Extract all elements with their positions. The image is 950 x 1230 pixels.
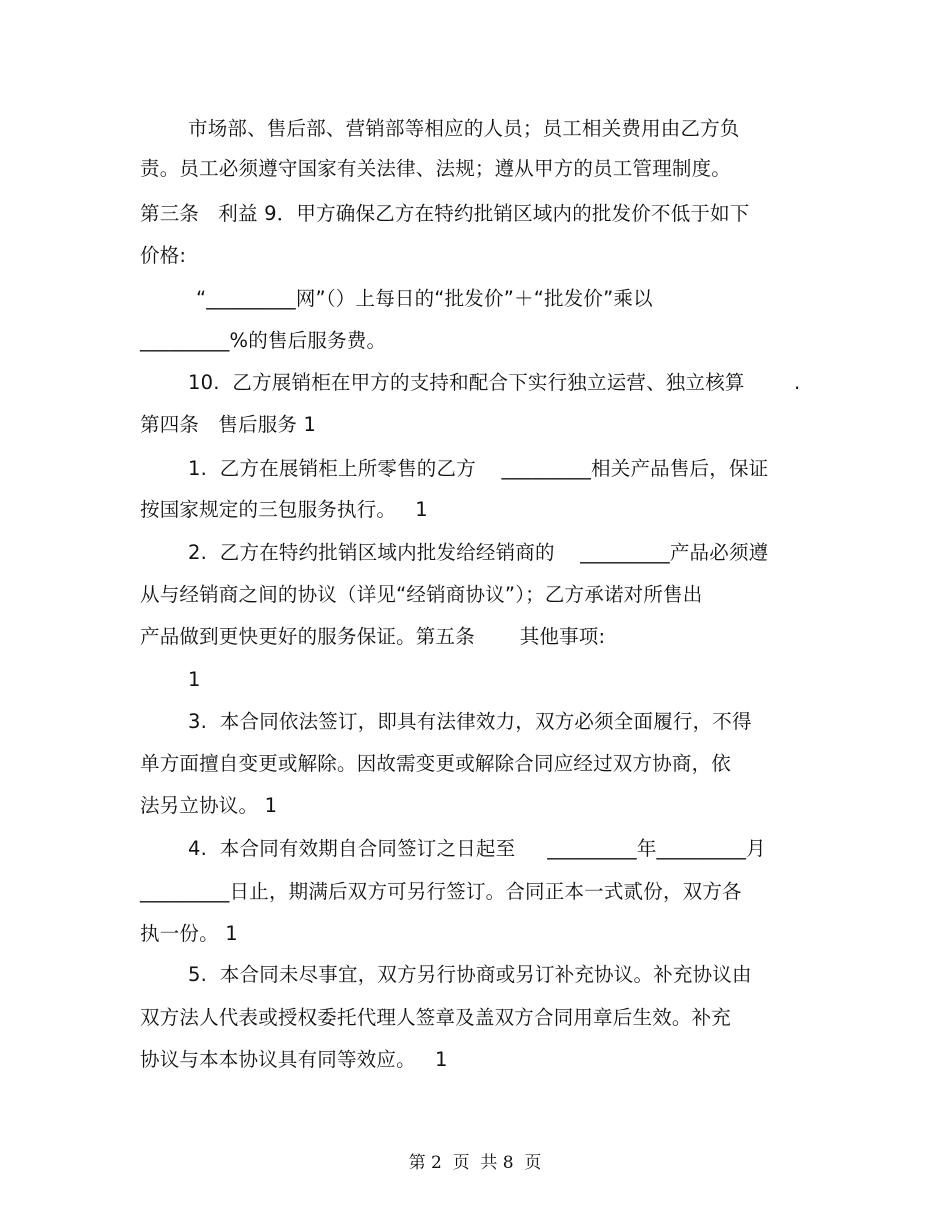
text-line: 协议与本本协议具有同等效应。 1 (140, 1048, 448, 1071)
text-line: 责。员工必须遵守国家有关法律、法规；遵从甲方的员工管理制度。 (140, 157, 732, 180)
text-line: 1. 乙方在展销柜上所零售的乙方 _________相关产品售后，保证 (188, 457, 769, 480)
page-footer: 第 2 页 共 8 页 (408, 1153, 542, 1173)
text-line: 双方法人代表或授权委托代理人签章及盖双方合同用章后生效。补充 (140, 1006, 732, 1029)
text-line: 2. 乙方在特约批销区域内批发给经销商的 _________产品必须遵 (188, 541, 769, 564)
text-line: 10. 乙方展销柜在甲方的支持和配合下实行独立运营、独立核算 (188, 371, 745, 394)
text-line: 4. 本合同有效期自合同签订之日起至 _________年_________月 (188, 837, 766, 860)
text-line: . (794, 371, 801, 394)
text-line: _________%的售后服务费。 (140, 329, 387, 352)
text-line: 从与经销商之间的协议（详见“经销商协议”）；乙方承诺对所售出 (140, 583, 703, 606)
text-line: 3. 本合同依法签订，即具有法律效力，双方必须全面履行，不得 (188, 710, 752, 733)
text-line: “_________网”（）上每日的“批发价”＋“批发价”乘以 (196, 287, 653, 310)
text-line: 价格: (140, 244, 187, 267)
text-line: 1 (188, 668, 201, 691)
text-line: 执一份。 1 (140, 922, 238, 945)
text-line: 第三条 利益 9．甲方确保乙方在特约批销区域内的批发价不低于如下 (140, 202, 750, 225)
text-line: 法另立协议。 1 (140, 794, 278, 817)
text-line: 第四条 售后服务 1 (140, 413, 317, 436)
text-line: 市场部、售后部、营销部等相应的人员；员工相关费用由乙方负 (188, 117, 740, 140)
text-line: 5. 本合同未尽事宜，双方另行协商或另订补充协议。补充协议由 (188, 963, 752, 986)
text-line: 按国家规定的三包服务执行。 1 (140, 498, 428, 521)
text-line: 产品做到更快更好的服务保证。第五条 其他事项: (140, 625, 606, 648)
text-line: _________日止，期满后双方可另行签订。合同正本一式贰份，双方各 (140, 880, 742, 903)
text-line: 单方面擅自变更或解除。因故需变更或解除合同应经过双方协商，依 (140, 752, 732, 775)
